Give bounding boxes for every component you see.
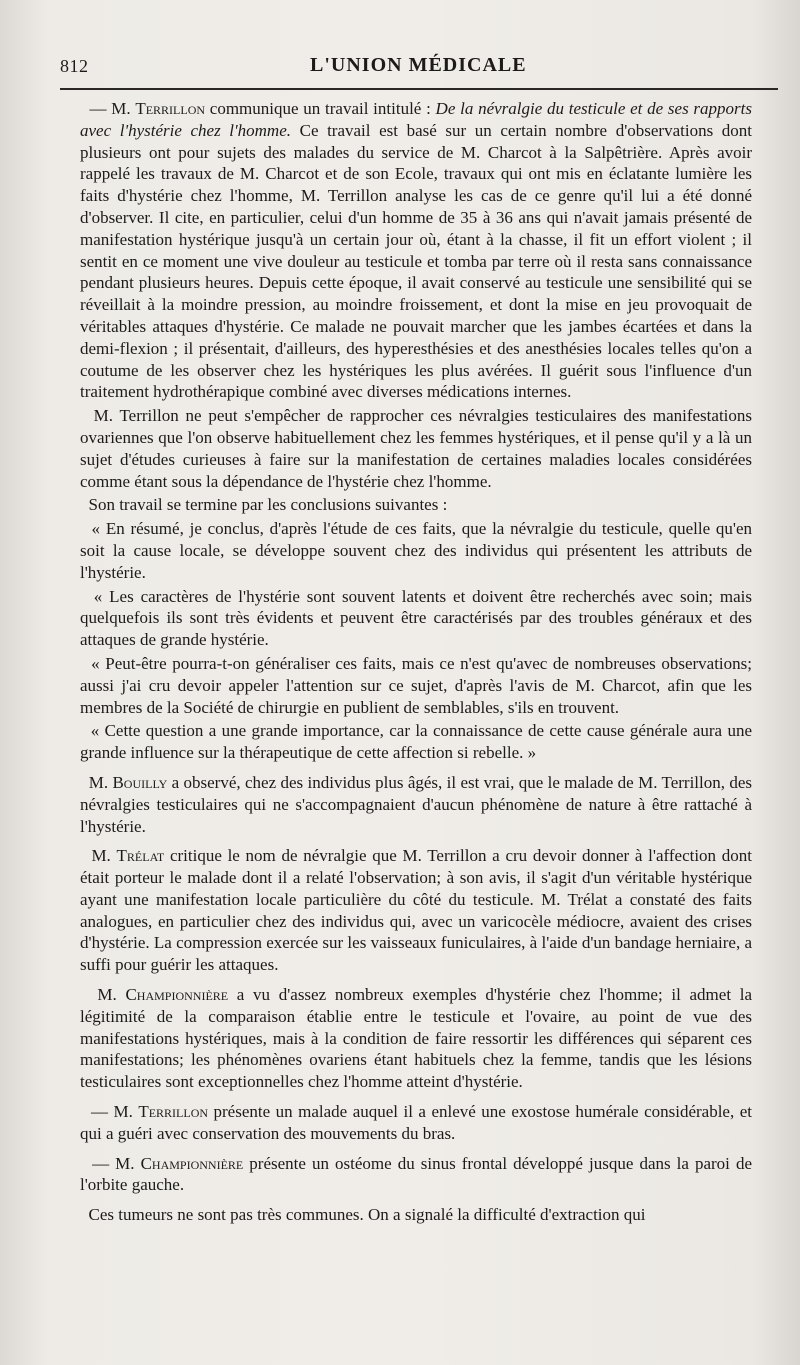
paragraph-text: « Cette question a une grande importance, car la connaissance de cette cause générale aura une grande influence sur la thérapeutique de cette affection si rebelle. » (80, 721, 753, 763)
paragraph-text: a observé, chez des individus plus âgés, il est vrai, que le malade de M. Terrillon, des névralgies testiculaires qui ne s'accompagnaient d'aucun phénomène de nature à être rattaché à l'hystérie. (80, 772, 753, 836)
running-title: L'UNION MÉDICALE (310, 54, 527, 76)
lead: M. (88, 772, 113, 792)
paragraph-tumours (80, 1204, 752, 1226)
paragraph-text: M. Terrillon ne peut s'empêcher de rapprocher ces névralgies testiculaires des manifestations ovariennes que l'on observe habituellement chez les femmes hystériques, et il pense qu'il y a là un sujet d'études curieuses à faire sur la manifestation de certaines maladies locales considérées comme étant sous la dépendance de l'hystérie chez l'homme. (80, 406, 753, 491)
paragraph-text: « En résumé, je conclus, d'après l'étude de ces faits, que la névralgie du testicule, quelle qu'en soit la cause locale, se développe souvent chez des individus qui présentent les attributs de l'hystérie. (80, 519, 752, 582)
lead: M. (91, 846, 117, 866)
paragraph-text: critique le nom de névralgie que M. Terrillon a cru devoir donner à l'affection dont était porteur le malade dont il a relaté l'observation; à son avis, il s'agit d'un véritable hystérique ayant une manifestation locale particulière du côté du testicule. M. Trélat a constaté des faits analogues, en particulier chez des individus qui, avec un varicocèle médiocre, avaient des crises d'hystérie. La compression exercée sur les vaisseaux funiculaires, à l'aide d'un bandage herniaire, a suffi pour guérir les attaques. (80, 846, 752, 975)
speaker-name: Terrillon (135, 99, 206, 118)
paragraph-text: « Les caractères de l'hystérie sont souvent latents et doivent être recherchés avec soin; mais quelquefois ils sont très évidents et peuvent être caractérisés par des troubles généraux et des attaques de grande hystérie. (80, 586, 752, 650)
paragraph-text: Ces tumeurs ne sont pas très communes. On a signalé la difficulté d'extraction qui (88, 1205, 646, 1225)
speaker-name: Championnière (140, 1153, 244, 1173)
work-title: De la névralgie du testicule et de ses rapports avec l'hystérie chez l'homme. (80, 99, 752, 140)
paragraph-championniere-osteoma (80, 1153, 752, 1197)
page-header (60, 52, 760, 86)
paragraph-text: présente un malade auquel il a enlevé une exostose humérale considérable, et qui a guéri avec conservation des mouvements du bras. (80, 1102, 752, 1143)
paragraph-text: présente un ostéome du sinus frontal développé jusque dans la paroi de l'orbite gauche. (80, 1153, 752, 1195)
paragraph-terrillon-exostosis (80, 1101, 752, 1145)
paragraph-terrillon-communication (80, 98, 752, 403)
paragraph-quote-3 (80, 653, 752, 718)
page-number: 812 (60, 56, 89, 76)
paragraph-text: Ce travail est basé sur un certain nombre d'observations dont plusieurs ont pour sujets des malades du service de M. Charcot à la Salpêtrière. Après avoir rappelé les travaux de M. Charcot et de son Ecole, travaux qui ont mis en éclatante lumière les faits d'hystérie chez l'homme, M. Terrillon analyse les cas de ce genre qu'il lui a été donné d'observer. Il cite, en particulier, celui d'un homme de 35 à 36 ans qui n'avait jamais présenté de manifestation hystérique jusqu'à un certain jour où, étant à la chasse, il fit un effort violent ; il sentit en ce moment une vive douleur au testicule et tomba par terre où il resta sans connaissance pendant plusieurs heures. Depuis cette époque, il avait conservé au testicule une sensibilité qui se réveillait à la moindre pression, au moindre froissement, et dont la mise en jeu provoquait de véritables attaques d'hystérie. Ce malade ne pouvait marcher que les jambes écartées et dans la demi-flexion ; il présentait, d'ailleurs, des hyperesthésies et des anesthésies locales telles qu'on a coutume de les observer chez les hystériques les plus avérées. Il guérit sous l'influence d'un traitement hydrothérapique combiné avec diverses médications internes. (80, 120, 753, 402)
speaker-name: Bouilly (112, 772, 168, 792)
paragraph-quote-1 (80, 518, 752, 583)
paragraph-text: Son travail se termine par les conclusions suivantes : (88, 495, 448, 515)
lead: M. (97, 985, 126, 1005)
paragraph-comparison (80, 405, 752, 492)
paragraph-trelat (80, 845, 752, 976)
dash-lead: — M. (90, 1102, 139, 1122)
paragraph-text: communique un travail intitulé : (205, 99, 436, 118)
paragraph-text: a vu d'assez nombreux exemples d'hystérie chez l'homme; il admet la légitimité de la comparaison établie entre le testicule et l'ovaire, au point de vue des manifestations hystériques, mais à la condition de faire ressortir les différences qui séparent ces manifestations; les phénomènes ovariens étant habituels chez la femme, tandis que les lésions testiculaires sont exceptionnelles chez l'homme atteint d'hystérie. (80, 985, 753, 1092)
dash-lead: — M. (89, 99, 136, 118)
article-body (80, 98, 752, 1228)
speaker-name: Trélat (116, 846, 165, 866)
speaker-name: Championnière (125, 985, 229, 1005)
paragraph-championniere (80, 984, 752, 1093)
dash-lead: — M. (92, 1153, 141, 1173)
paragraph-bouilly (80, 772, 752, 837)
speaker-name: Terrillon (138, 1102, 209, 1122)
paragraph-quote-4 (80, 720, 752, 764)
header-rule (60, 88, 778, 90)
paragraph-conclusions-intro (80, 494, 752, 516)
paragraph-text: « Peut-être pourra-t-on généraliser ces faits, mais ce n'est qu'avec de nombreuses observations; aussi j'ai cru devoir appeler l'attention sur ce sujet, d'après l'avis de M. Charcot, afin que les membres de la Société de chirurgie en publient de semblables, s'ils en trouvent. (80, 653, 752, 717)
paragraph-quote-2 (80, 586, 752, 651)
